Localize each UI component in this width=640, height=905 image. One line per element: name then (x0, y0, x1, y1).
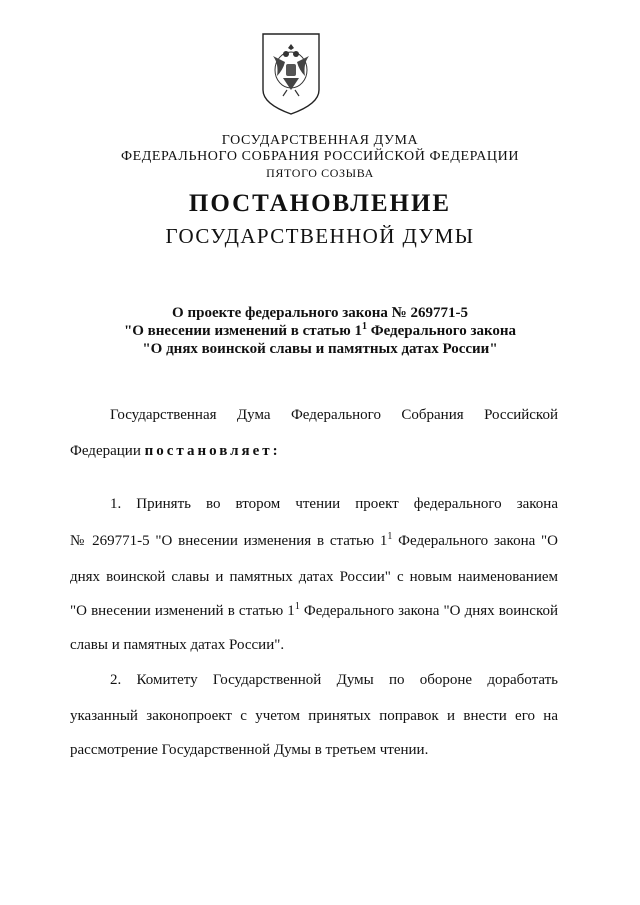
subject-line-2: "О внесении изменений в статью $1^1$ Федерального закона (123, 321, 517, 339)
russian-coat-of-arms-icon (259, 30, 323, 116)
document-type-title: ПОСТАНОВЛЕНИЕ (188, 190, 452, 217)
item-2-line-2: указанный законопроект с учетом принятых поправок и внести его на (70, 708, 558, 724)
subject-line-1: О проекте федерального закона № 269771-5 (172, 305, 468, 321)
item-1-line-3: днях воинской славы и памятных датах России" с новым наименованием (70, 569, 558, 585)
preamble-line-2: Федерации постановляет: (70, 443, 281, 459)
item-1-line-1: 1. Принять во втором чтении проект федерального закона (110, 496, 558, 512)
subject-line-3: "О днях воинской славы и памятных датах России" (142, 341, 498, 357)
resolves-keyword: постановляет: (144, 443, 281, 459)
header-line-2: ФЕДЕРАЛЬНОГО СОБРАНИЯ РОССИЙСКОЙ ФЕДЕРАЦИИ (120, 149, 520, 164)
preamble-line-1: Государственная Дума Федерального Собрания Российской (110, 407, 558, 423)
header-line-1: ГОСУДАРСТВЕННАЯ ДУМА (221, 133, 419, 148)
item-1-line-2: № 269771-5 "О внесении изменения в статью $1^1$ Федерального закона "О (70, 531, 558, 549)
item-1-line-4: "О внесении изменений в статью $1^1$ Федерального закона "О днях воинской (70, 601, 559, 619)
item-2-line-3: рассмотрение Государственной Думы в третьем чтении. (70, 742, 429, 758)
item-1-line-5: славы и памятных датах России". (70, 637, 285, 653)
document-issuer: ГОСУДАРСТВЕННОЙ ДУМЫ (165, 224, 475, 248)
item-2-line-1: 2. Комитету Государственной Думы по обороне доработать (110, 672, 558, 688)
header-line-3: ПЯТОГО СОЗЫВА (266, 166, 374, 180)
